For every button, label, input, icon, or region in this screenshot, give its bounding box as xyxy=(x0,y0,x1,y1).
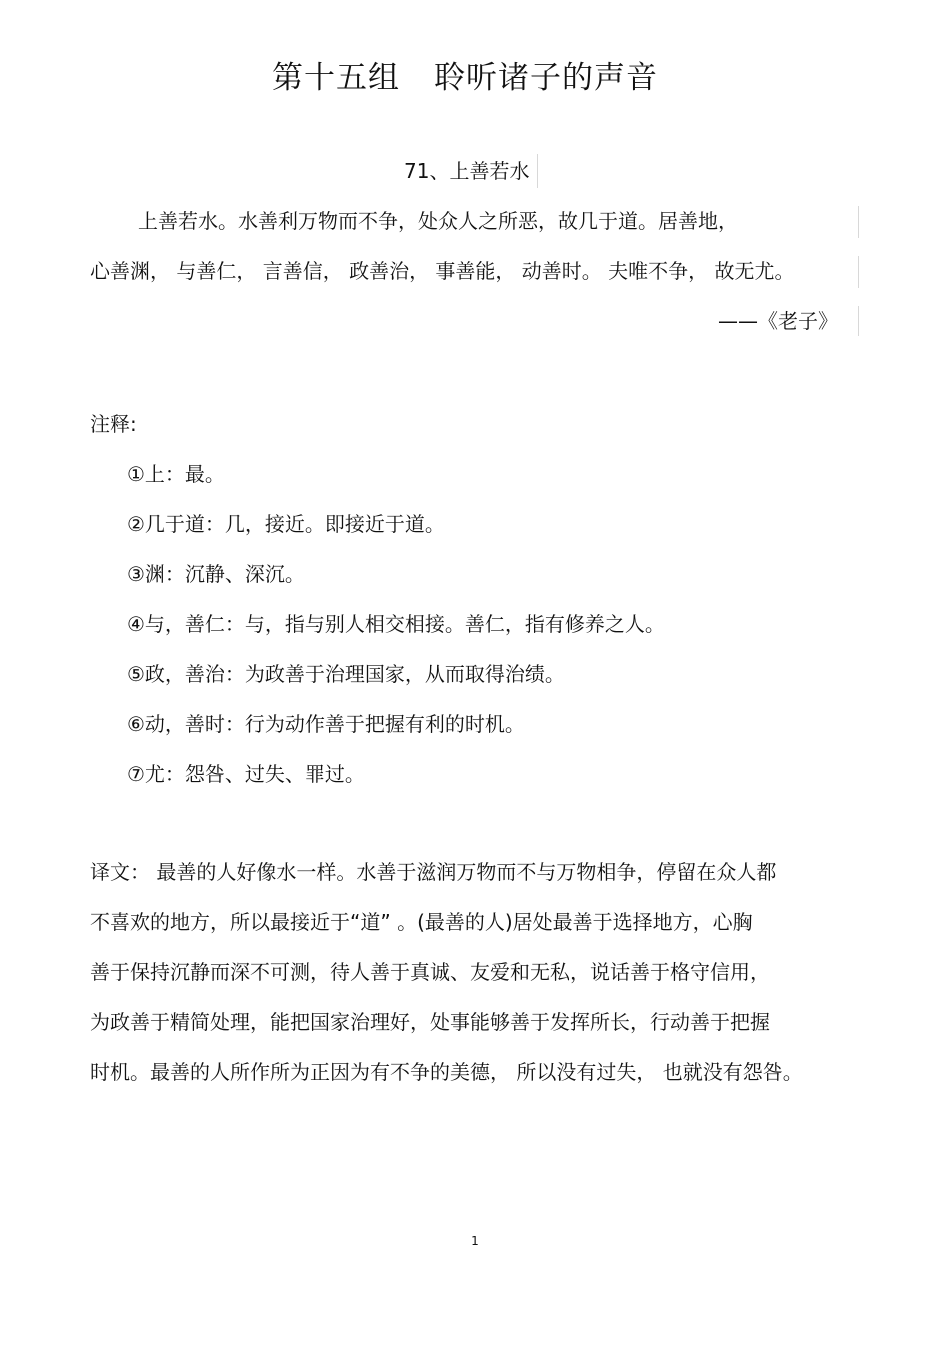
translation-line: 善于保持沉静而深不可测，待人善于真诚、友爱和无私，说话善于格守信用， xyxy=(90,960,770,984)
note-item: ①上：最。 xyxy=(127,462,225,486)
quote-line-2: 心善渊， 与善仁， 言善信， 政善治， 事善能， 动善时。 夫唯不争， 故无尤。 xyxy=(90,259,795,283)
page-number: 1 xyxy=(471,1234,479,1248)
note-item: ④与，善仁：与，指与别人相交相接。善仁，指有修养之人。 xyxy=(127,612,665,636)
note-item: ⑤政，善治：为政善于治理国家，从而取得治绩。 xyxy=(127,662,565,686)
quote-margin-rule xyxy=(858,306,859,336)
section-heading: 71、上善若水 xyxy=(400,154,538,188)
quote-line-1: 上善若水。水善利万物而不争，处众人之所恶，故几于道。居善地， xyxy=(138,209,738,233)
title-group: 第十五组 xyxy=(272,60,400,96)
translation-line: 译文： 最善的人好像水一样。水善于滋润万物而不与万物相争，停留在众人都 xyxy=(90,860,777,884)
quote-source: ——《老子》 xyxy=(718,309,838,333)
translation-line: 不喜欢的地方，所以最接近于“道” 。(最善的人)居处最善于选择地方，心胸 xyxy=(90,910,753,934)
page-title xyxy=(0,52,930,97)
notes-label: 注释: xyxy=(90,412,137,436)
translation-line: 时机。最善的人所作所为正因为有不争的美德， 所以没有过失， 也就没有怨咎。 xyxy=(90,1060,803,1084)
translation-line: 为政善于精简处理，能把国家治理好，处事能够善于发挥所长，行动善于把握 xyxy=(90,1010,770,1034)
quote-margin-rule xyxy=(858,256,859,288)
quote-margin-rule xyxy=(858,206,859,238)
note-item: ⑥动，善时：行为动作善于把握有利的时机。 xyxy=(127,712,525,736)
note-item: ②几于道：几，接近。即接近于道。 xyxy=(127,512,445,536)
title-topic: 聆听诸子的声音 xyxy=(434,60,658,96)
note-item: ③渊：沉静、深沉。 xyxy=(127,562,305,586)
note-item: ⑦尤：怨咎、过失、罪过。 xyxy=(127,762,365,786)
